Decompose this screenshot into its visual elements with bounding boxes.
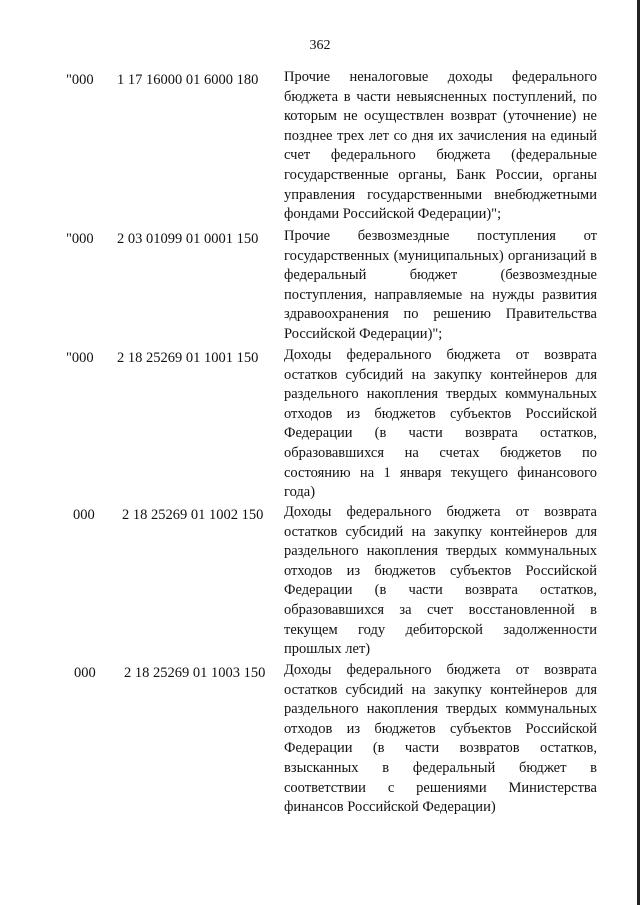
budget-classification-code: 1 17 16000 01 6000 180 [117, 72, 259, 88]
budget-classification-code: 2 18 25269 01 1002 150 [122, 507, 264, 523]
budget-classification-code: 2 18 25269 01 1003 150 [124, 665, 266, 681]
page-number: 362 [309, 38, 331, 53]
entry-description: Доходы федерального бюджета от возврата остатков субсидий на закупку контейнеров для раздельного накопления твердых коммунальных отходов из бюджетов субъектов Российской Федерации (в части возврата остатков, образовавшихся на счетах бюджетов по состоянию на 1 января текущего финансового года) [284, 347, 597, 501]
budget-classification-code: 2 03 01099 01 0001 150 [117, 231, 259, 247]
budget-classification-code: 2 18 25269 01 1001 150 [117, 350, 259, 366]
admin-code: 000 [73, 507, 95, 523]
entry-description: Доходы федерального бюджета от возврата остатков субсидий на закупку контейнеров для раздельного накопления твердых коммунальных отходов из бюджетов субъектов Российской Федерации (в части возврата остатков, образовавшихся за счет восстановленной в текущем году дебиторской задолженности прошлых лет) [284, 504, 597, 658]
admin-code: "000 [66, 350, 94, 366]
entry-description: Прочие безвозмездные поступления от государственных (муниципальных) организаций в федеральный бюджет (безвозмездные поступления, направляемые на нужды развития здравоохранения по решению Правительства Российской Федерации)"; [284, 228, 597, 342]
entry-description: Доходы федерального бюджета от возврата остатков субсидий на закупку контейнеров для раздельного накопления твердых коммунальных отходов из бюджетов субъектов Российской Федерации (в части возвратов остатков, взысканных в федеральный бюджет в соответствии с решениями Министерства финансов Российской Федерации) [284, 662, 597, 816]
admin-code: "000 [66, 231, 94, 247]
admin-code: 000 [74, 665, 96, 681]
entry-description: Прочие неналоговые доходы федерального бюджета в части невыясненных поступлений, по которым не осуществлен возврат (уточнение) не позднее трех лет со дня их зачисления на единый счет федерального бюджета (федеральные государственные органы, Банк России, органы управления государственными внебюджетными фондами Российской Федерации)"; [284, 69, 597, 223]
admin-code: "000 [66, 72, 94, 88]
